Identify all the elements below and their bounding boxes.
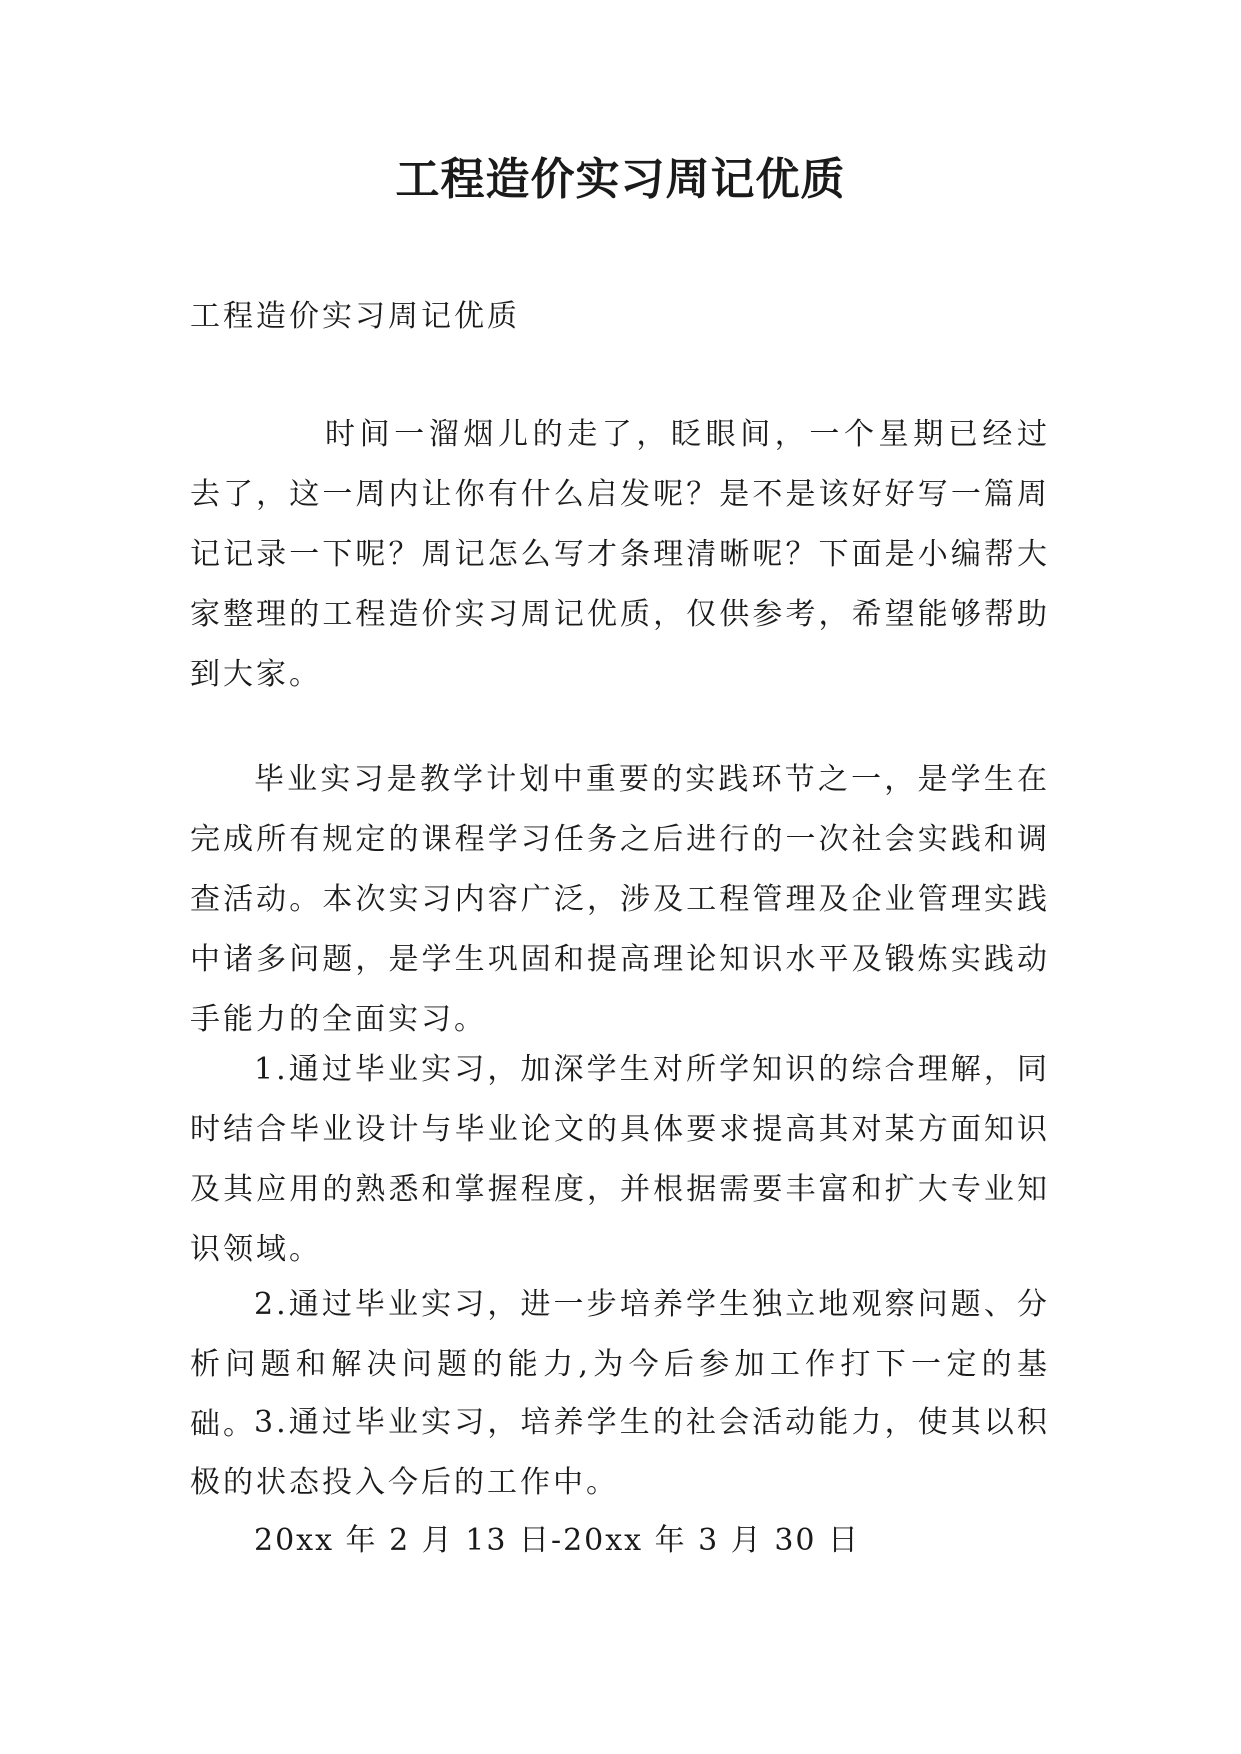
intro-paragraph: 时间一溜烟儿的走了，眨眼间，一个星期已经过去了，这一周内让你有什么启发呢？是不是该好好写一篇周记记录一下呢？周记怎么写才条理清晰呢？下面是小编帮大家整理的工程造价实习周记优质，仅供参考，希望能够帮助到大家。 [190, 417, 1050, 692]
document-subtitle: 工程造价实习周记优质 [190, 299, 520, 334]
list-item-1: 1.通过毕业实习，加深学生对所学知识的综合理解，同时结合毕业设计与毕业论文的具体要求提高其对某方面知识及其应用的熟悉和掌握程度，并根据需要丰富和扩大专业知识领域。 [190, 1052, 1050, 1267]
date-range: 20xx 年 2 月 13 日-20xx 年 3 月 30 日 [254, 1523, 861, 1558]
document-title: 工程造价实习周记优质 [395, 154, 846, 205]
list-item-3: 3.通过毕业实习，培养学生的社会活动能力，使其以积极的状态投入今后的工作中。 [190, 1405, 1050, 1500]
internship-purpose-paragraph: 毕业实习是教学计划中重要的实践环节之一，是学生在完成所有规定的课程学习任务之后进行的一次社会实践和调查活动。本次实习内容广泛，涉及工程管理及企业管理实践中诸多问题，是学生巩固和提高理论知识水平及锻炼实践动手能力的全面实习。 [190, 762, 1050, 1037]
list-item-2: 2.通过毕业实习，进一步培养学生独立地观察问题、分析问题和解决问题的能力,为今后参加工作打下一定的基础。 [190, 1287, 1050, 1442]
